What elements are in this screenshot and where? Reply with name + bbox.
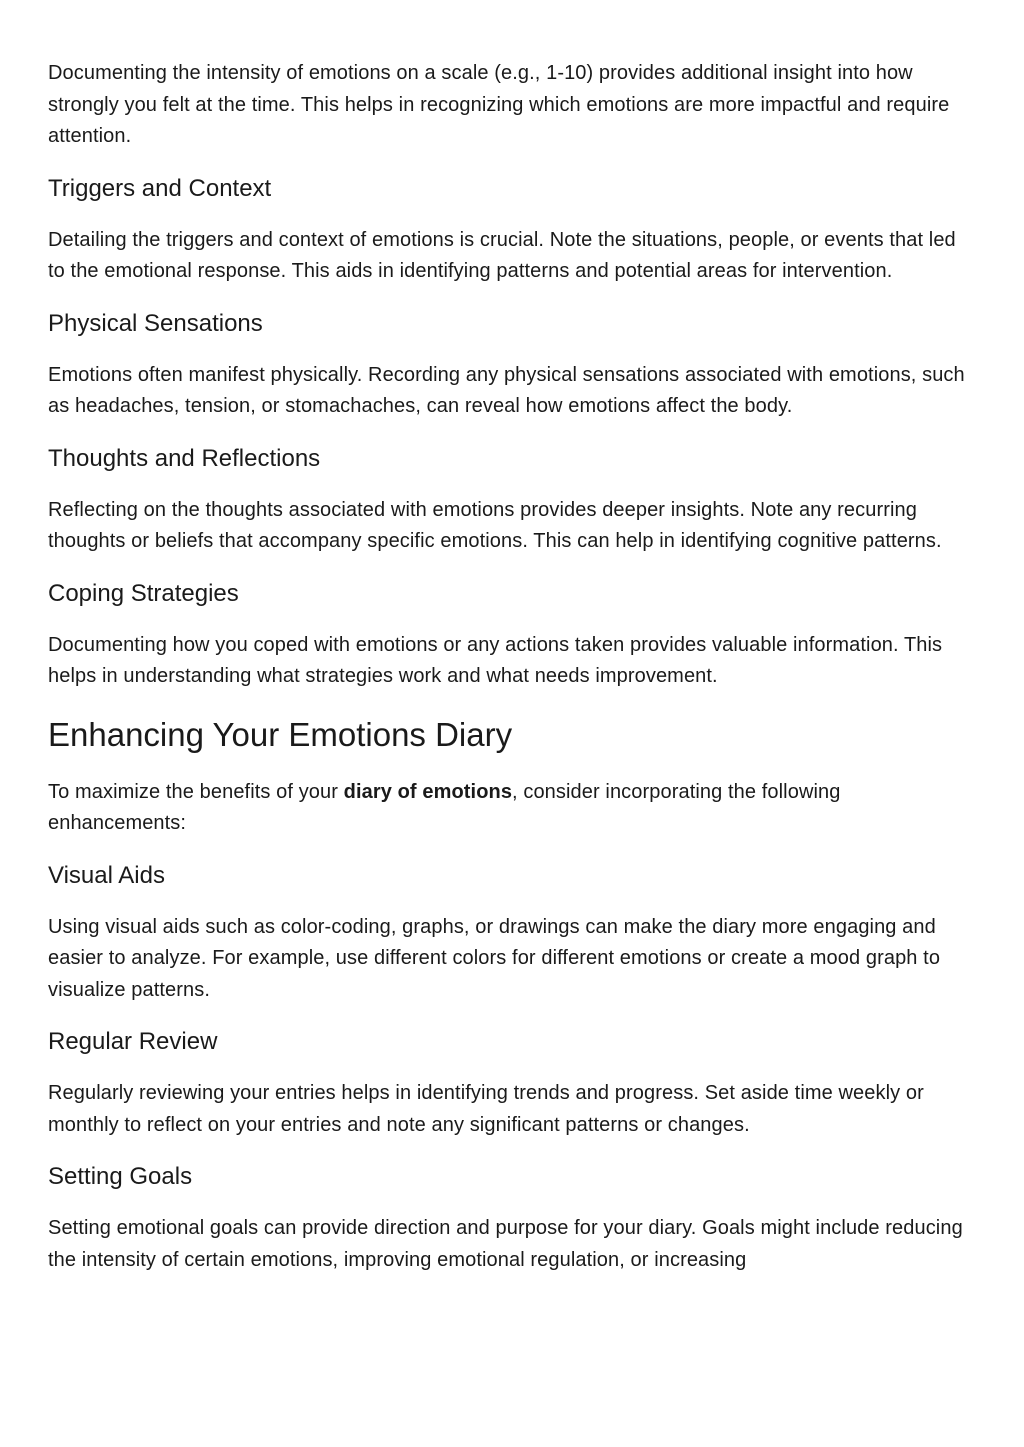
enhancing-intro-after: , consider incorporating the following enhancements: [48, 780, 841, 834]
thoughts-heading: Thoughts and Reflections [48, 444, 321, 472]
visual-heading: Visual Aids [48, 861, 165, 889]
physical-heading: Physical Sensations [48, 309, 263, 337]
triggers-heading: Triggers and Context [48, 174, 272, 202]
enhancing-intro-bold: diary of emotions [343, 780, 513, 803]
triggers-paragraph: Detailing the triggers and context of emotions is crucial. Note the situations, people, or events that led to the emotional response. This aids in identifying patterns and potential areas for intervention. [48, 228, 956, 282]
enhancing-intro-paragraph [48, 777, 976, 840]
physical-paragraph: Emotions often manifest physically. Recording any physical sensations associated with emotions, such as headaches, tension, or stomachaches, can reveal how emotions affect the body. [48, 363, 965, 417]
review-paragraph: Regularly reviewing your entries helps in identifying trends and progress. Set aside time weekly or monthly to reflect on your entries and note any significant patterns or changes. [48, 1082, 924, 1136]
goals-paragraph: Setting emotional goals can provide direction and purpose for your diary. Goals might include reducing the intensity of certain emotions, improving emotional regulation, or increasing [48, 1217, 963, 1271]
coping-paragraph: Documenting how you coped with emotions or any actions taken provides valuable information. This helps in understanding what strategies work and what needs improvement. [48, 633, 943, 687]
visual-paragraph: Using visual aids such as color-coding, graphs, or drawings can make the diary more engaging and easier to analyze. For example, use different colors for different emotions or create a mood graph to visualize patterns. [48, 915, 941, 1001]
review-heading: Regular Review [48, 1028, 218, 1055]
enhancing-intro-before: To maximize the benefits of your [48, 780, 344, 803]
coping-heading: Coping Strategies [48, 579, 239, 607]
thoughts-paragraph: Reflecting on the thoughts associated with emotions provides deeper insights. Note any recurring thoughts or beliefs that accompany specific emotions. This can help in identifying cognitive patterns. [48, 498, 942, 552]
goals-heading: Setting Goals [48, 1163, 193, 1190]
intensity-paragraph: Documenting the intensity of emotions on a scale (e.g., 1-10) provides additional insight into how strongly you felt at the time. This helps in recognizing which emotions are more impactful and require attention. [48, 62, 950, 147]
enhancing-heading: Enhancing Your Emotions Diary [48, 715, 513, 753]
